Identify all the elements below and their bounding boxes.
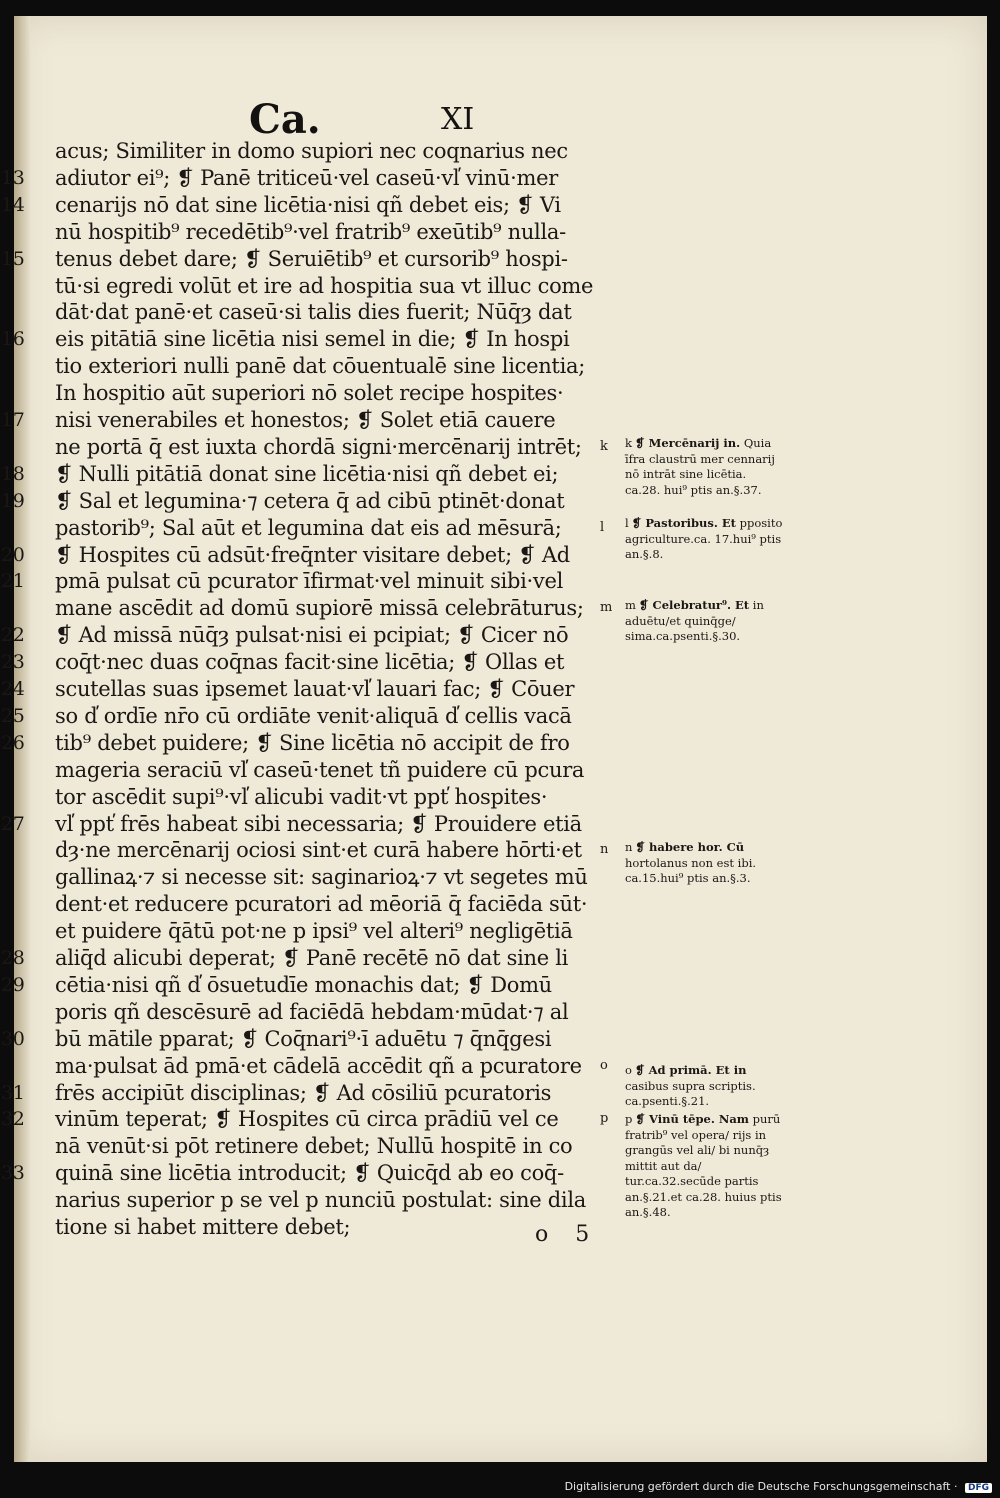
line-number: 26 [1, 731, 25, 754]
margin-note-heading: ❡ Celebratur⁹. Et [638, 598, 750, 612]
line-text: ❡ Nulli pitātiā donat sine licētia·nisi qñ debet ei; [55, 461, 559, 486]
text-line [1, 244, 600, 274]
line-text: adiutor ei⁹; ❡ Panē triticeū·vel caseū·vl̕ vinū·mer [55, 165, 558, 190]
main-text-column [1, 136, 613, 1256]
text-line [1, 1104, 609, 1134]
line-text: dȝ·ne mercēnarij ociosi sint·et curā habere hōrti·et [55, 838, 582, 863]
margin-note-heading: ❡ Mercēnarij in. [634, 436, 741, 450]
text-line [55, 297, 600, 327]
line-number: 31 [1, 1081, 25, 1104]
margin-note-body: in aduētu/et quinq̄ge/ sima.ca.psenti.§.30. [625, 598, 764, 643]
text-line [55, 835, 609, 865]
text-line [55, 351, 600, 381]
text-line [55, 782, 600, 812]
line-text: coq̄t·nec duas coq̄nas facit·sine licētia; ❡ Ollas et [55, 650, 565, 675]
text-line [55, 217, 600, 247]
line-text: tio exteriori nulli panē dat cōuentualē sine licentia; [55, 354, 585, 379]
line-number: 33 [1, 1162, 25, 1185]
text-line [1, 809, 600, 839]
margin-note-body: hortolanus non est ibi. ca.15.hui⁹ ptis an.§.3. [625, 855, 757, 885]
line-text: scutellas suas ipsemet lauat·vl̕ lauari fac; ❡ Cōuer [55, 677, 575, 701]
text-line [1, 566, 600, 596]
text-line [55, 1131, 600, 1161]
note-reference-mark: o [600, 1057, 608, 1073]
dfg-logo: DFG [965, 1483, 992, 1493]
line-text: et puidere q̄ātū pot·ne p ipsi⁹ vel alteri⁹ negligētiā [55, 919, 573, 944]
line-text: frēs accipiūt disciplinas; ❡ Ad cōsiliū pcuratoris [55, 1080, 552, 1105]
line-number: 20 [1, 543, 25, 566]
line-text: gallinaꝝ·⁊ si necesse sit: saginarioꝝ·⁊ vt segetes mū [55, 865, 588, 890]
line-text: tor ascēdit supi⁹·vl̕ alicubi vadit·vt ppt̕ hospites· [55, 784, 548, 809]
note-reference-mark: l [600, 519, 604, 535]
line-text: nā venūt·si pōt retinere debet; Nullū hospitē in co [55, 1134, 573, 1159]
line-text: ❡ Sal et legumina·⁊ cetera q̄ ad cibū ptinēt·donat [55, 488, 565, 513]
line-text: vl̕ ppt̕ frēs habeat sibi necessaria; ❡ Prouidere etiā [55, 811, 582, 836]
line-text: bū mātile pparat; ❡ Coq̄nari⁹·ī aduētu ⁊ q̄nq̄gesi [55, 1026, 552, 1051]
line-text: cētia·nisi qñ d̕ ōsuetudīe monachis dat; ❡ Domū [55, 972, 552, 997]
text-line [55, 271, 600, 301]
line-number: 18 [1, 462, 25, 485]
line-text: ❡ Ad missā nūq̄ȝ pulsat·nisi ei pcipiat; ❡ Cicer nō [55, 623, 569, 648]
line-number: 25 [1, 704, 25, 727]
line-number: 28 [1, 947, 25, 969]
text-line [1, 1078, 600, 1108]
margin-note-letter: o [625, 1063, 632, 1077]
line-number: 32 [1, 1108, 25, 1131]
note-reference-mark: m [600, 600, 613, 616]
margin-note-letter: k [625, 436, 632, 450]
text-line [1, 190, 600, 220]
text-line [1, 1024, 600, 1054]
text-line [55, 916, 600, 946]
line-text: pmā pulsat cū pcurator īfirmat·vel minuit sibi·vel [55, 569, 564, 594]
line-text: vinūm teperat; ❡ Hospites cū circa prādiū vel ce [55, 1107, 559, 1132]
line-number: 15 [1, 247, 25, 270]
line-text: dāt·dat panē·et caseū·si talis dies fuerit; Nūq̄ȝ dat [55, 300, 572, 325]
line-text: quinā sine licētia introducit; ❡ Quicq̄d ab eo coq̄- [55, 1161, 564, 1186]
text-line [55, 997, 600, 1027]
text-line [1, 1158, 600, 1188]
text-line [55, 513, 604, 543]
line-text: pastorib⁹; Sal aūt et legumina dat eis ad mēsurā; [55, 515, 562, 540]
text-line [1, 405, 600, 435]
text-line [1, 943, 600, 973]
line-number: 13 [1, 166, 25, 189]
margin-note-body: casibus supra scriptis. ca.psenti.§.21. [625, 1078, 756, 1108]
text-line [1, 728, 600, 758]
line-text: eis pitātiā sine licētia nisi semel in die; ❡ In hospi [55, 327, 570, 352]
line-text: tib⁹ debet puidere; ❡ Sine licētia nō accipit de fro [55, 730, 570, 755]
margin-note [625, 1112, 785, 1221]
line-number: 22 [1, 624, 25, 647]
line-number: 29 [1, 973, 25, 996]
margin-note [625, 516, 785, 563]
line-number: 27 [1, 812, 25, 835]
margin-note-letter: m [625, 598, 636, 612]
line-number: 14 [1, 193, 25, 216]
text-line [55, 755, 600, 785]
text-line [55, 378, 600, 408]
text-line [55, 136, 600, 166]
line-text: acus; Similiter in domo supiori nec coqnarius nec [55, 139, 568, 163]
line-text: aliq̄d alicubi deperat; ❡ Panē recētē nō dat sine li [55, 946, 569, 970]
text-line [55, 889, 600, 919]
chapter-number: XI [441, 102, 475, 137]
text-line [55, 1212, 600, 1242]
line-text: In hospitio aūt superiori nō solet recipe hospites· [55, 381, 564, 406]
margin-note-letter: n [625, 840, 633, 854]
text-line [1, 324, 600, 354]
text-line [1, 486, 600, 516]
line-text: cenarijs nō dat sine licētia·nisi qñ debet eis; ❡ Vi [55, 192, 561, 217]
margin-note [625, 436, 785, 498]
margin-note-letter: l [625, 516, 629, 530]
line-text: mane ascēdit ad domū supiorē missā celebrāturus; [55, 596, 584, 621]
margin-note-heading: ❡ Pastoribus. Et [631, 516, 736, 530]
line-text: so d̕ ordīe nr̄o cū ordiāte venit·aliquā d̕ cellis vacā [55, 703, 572, 728]
margin-note [625, 840, 785, 887]
note-reference-mark: n [600, 842, 609, 858]
line-text: ne portā q̄ est iuxta chordā signi·mercēnarij intrēt; [55, 434, 582, 459]
signature-mark: o 5 [535, 1222, 600, 1247]
digitization-credit [560, 1480, 992, 1496]
note-reference-mark: p [600, 1111, 609, 1127]
margin-note-body: purū fratrib⁹ vel opera/ rijs in grangūs vel ali/ bi nunq̄ȝ mittit aut da/ tur.ca.32.secūde partis an.§.21.et ca.28. huius ptis an.§.48. [625, 1112, 782, 1219]
margin-note-body: Quia īfra claustrū mer cennarij nō intrāt sine licētia. ca.28. hui⁹ ptis an.§.37. [625, 436, 775, 497]
text-line [1, 701, 600, 731]
credit-text: Digitalisierung gefördert durch die Deutsche Forschungsgemeinschaft · [564, 1480, 958, 1493]
line-number: 17 [1, 409, 25, 431]
text-line [1, 620, 600, 650]
text-line [1, 459, 600, 489]
text-line [55, 1051, 608, 1081]
text-line [1, 674, 600, 704]
line-text: tū·si egredi volūt et ire ad hospitia sua vt illuc come [55, 273, 594, 298]
text-line [1, 647, 600, 677]
line-text: tenus debet dare; ❡ Seruiētib⁹ et cursorib⁹ hospi- [55, 246, 568, 271]
line-text: narius superior p se vel p nunciū postulat: sine dila [55, 1188, 586, 1213]
margin-note-letter: p [625, 1112, 633, 1126]
line-number: 16 [1, 328, 25, 351]
text-line [55, 593, 613, 623]
line-text: nū hospitib⁹ recedētib⁹·vel fratrib⁹ exeūtib⁹ nulla- [55, 219, 566, 244]
line-number: 19 [1, 489, 25, 512]
margin-note-heading: ❡ habere hor. Cū [635, 840, 745, 854]
text-line [55, 1185, 600, 1215]
line-text: tione si habet mittere debet; [55, 1215, 351, 1239]
line-text: nisi venerabiles et honestos; ❡ Solet etiā cauere [55, 408, 556, 432]
text-line [55, 432, 608, 462]
text-line [55, 862, 600, 892]
text-line [1, 540, 600, 570]
margin-note-body: pposito agriculture.ca. 17.hui⁹ ptis an.§.8. [625, 516, 783, 561]
margin-note [625, 598, 785, 645]
note-reference-mark: k [600, 438, 608, 454]
text-line [1, 970, 600, 1000]
margin-note-heading: ❡ Vinū tēpe. Nam [635, 1112, 749, 1126]
line-text: poris qñ descēsurē ad faciēdā hebdam·mūdat·⁊ al [55, 999, 569, 1024]
line-text: dent·et reducere pcuratori ad mēoriā q̄ faciēda sūt· [55, 892, 588, 917]
line-number: 24 [1, 678, 25, 700]
line-text: ma·pulsat ād pmā·et cādelā accēdit qñ a pcuratore [55, 1053, 582, 1078]
line-number: 23 [1, 651, 25, 674]
line-text: ❡ Hospites cū adsūt·freq̄nter visitare debet; ❡ Ad [55, 542, 570, 567]
line-number: 21 [1, 570, 25, 593]
chapter-label: Ca. [249, 96, 321, 143]
line-number: 30 [1, 1027, 25, 1050]
margin-note [625, 1063, 785, 1110]
margin-note-heading: ❡ Ad primā. Et in [634, 1063, 747, 1077]
line-text: mageria seraciū vl̕ caseū·tenet tñ puidere cū pcura [55, 757, 585, 782]
text-line [1, 163, 600, 193]
